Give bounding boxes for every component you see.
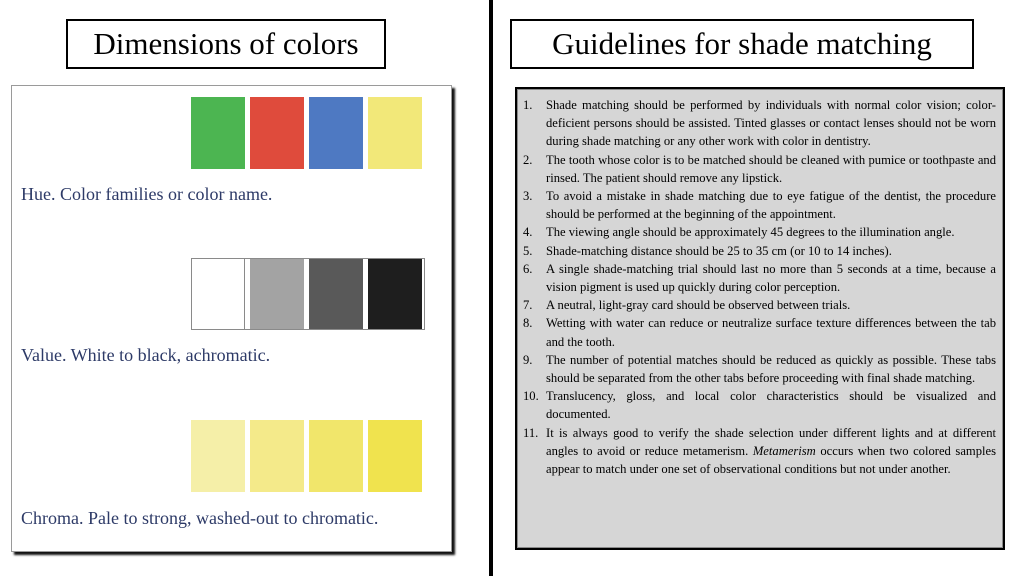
chroma-swatch bbox=[191, 420, 245, 492]
guideline-number: 3. bbox=[523, 189, 533, 204]
guideline-item bbox=[523, 96, 996, 151]
value-swatch-row bbox=[191, 258, 422, 330]
left-section-title: Dimensions of colors bbox=[66, 19, 386, 69]
guideline-text: To avoid a mistake in shade matching due to eye fatigue of the dentist, the procedure should be performed at the beginning of the appointment. bbox=[546, 189, 996, 222]
value-swatch bbox=[191, 258, 245, 330]
chroma-swatch bbox=[368, 420, 422, 492]
guideline-text: Wetting with water can reduce or neutralize surface texture differences between the tab and the tooth. bbox=[546, 316, 996, 349]
guideline-number: 7. bbox=[523, 298, 533, 313]
hue-swatch bbox=[250, 97, 304, 169]
guideline-item bbox=[523, 296, 996, 314]
guideline-item bbox=[523, 424, 996, 479]
guideline-number: 2. bbox=[523, 152, 533, 167]
guideline-text: The number of potential matches should be reduced as quickly as possible. These tabs should be separated from the other tabs before proceeding with final shade matching. bbox=[546, 352, 996, 386]
guidelines-panel bbox=[515, 87, 1005, 550]
guideline-item bbox=[523, 187, 996, 223]
hue-swatch bbox=[368, 97, 422, 169]
guideline-number: 1. bbox=[523, 98, 533, 112]
guideline-item bbox=[523, 387, 996, 423]
value-caption: Value. White to black, achromatic. bbox=[21, 345, 271, 365]
guideline-text: A single shade-matching trial should last no more than 5 seconds at a time, because a vision pigment is used up quickly during color perception. bbox=[546, 261, 996, 295]
hue-swatch bbox=[191, 97, 245, 169]
guideline-item bbox=[523, 223, 996, 241]
vertical-divider bbox=[489, 0, 493, 576]
guideline-number: 11. bbox=[523, 425, 539, 440]
hue-swatch bbox=[309, 97, 363, 169]
guideline-text: A neutral, light-gray card should be observed between trials. bbox=[546, 298, 851, 313]
chroma-swatch-row bbox=[191, 420, 422, 492]
guideline-number: 6. bbox=[523, 261, 533, 276]
value-swatch bbox=[309, 258, 363, 330]
guideline-number: 8. bbox=[523, 316, 533, 331]
chroma-caption: Chroma. Pale to strong, washed-out to chromatic. bbox=[21, 508, 379, 528]
right-section-title: Guidelines for shade matching bbox=[510, 19, 974, 69]
guideline-item bbox=[523, 314, 996, 350]
guideline-number: 9. bbox=[523, 352, 533, 367]
guideline-text: The tooth whose color is to be matched should be cleaned with pumice or toothpaste and rinsed. The patient should remove any lipstick. bbox=[546, 152, 996, 185]
guideline-item bbox=[523, 242, 996, 260]
guideline-text: Shade matching should be performed by individuals with normal color vision; color-deficient persons should be assisted. Tinted glasses or contact lenses should not be worn during shade matching or any other work with color in dentistry. bbox=[546, 98, 996, 149]
chroma-swatch bbox=[250, 420, 304, 492]
guideline-number: 5. bbox=[523, 243, 533, 258]
guideline-text: The viewing angle should be approximately 45 degrees to the illumination angle. bbox=[546, 225, 955, 240]
value-swatch bbox=[368, 258, 422, 330]
chroma-swatch bbox=[309, 420, 363, 492]
guideline-number: 4. bbox=[523, 225, 533, 240]
guideline-item bbox=[523, 151, 996, 187]
color-dimensions-panel bbox=[11, 85, 452, 552]
value-swatch bbox=[250, 258, 304, 330]
guideline-text: It is always good to verify the shade selection under different lights and at different angles to avoid or reduce metamerism. Metamerism occurs when two colored samples appear to match under one set of observational conditions but not under another. bbox=[546, 425, 996, 477]
hue-swatch-row bbox=[191, 97, 422, 169]
guideline-item bbox=[523, 260, 996, 296]
guideline-text: Translucency, gloss, and local color characteristics should be visualized and documented. bbox=[546, 389, 996, 422]
guideline-text: Shade-matching distance should be 25 to 35 cm (or 10 to 14 inches). bbox=[546, 243, 892, 258]
hue-caption: Hue. Color families or color name. bbox=[21, 184, 273, 204]
guideline-number: 10. bbox=[523, 389, 539, 404]
guideline-item bbox=[523, 351, 996, 387]
guidelines-list bbox=[523, 96, 996, 478]
